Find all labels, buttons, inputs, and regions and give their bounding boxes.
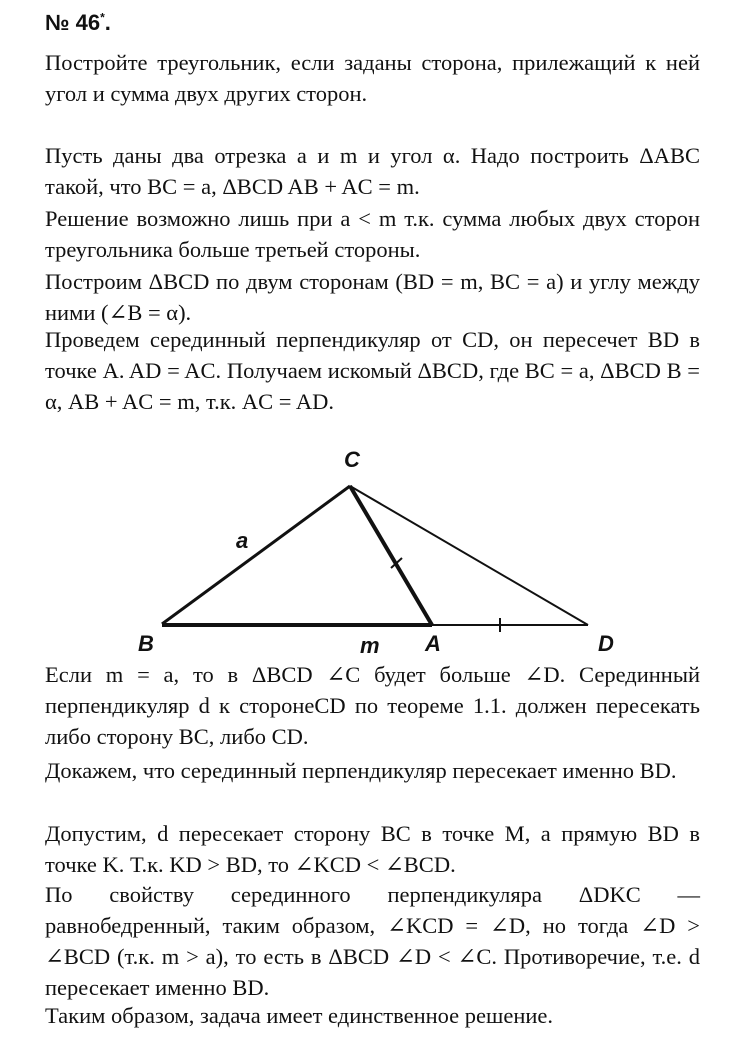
label-a: A bbox=[425, 631, 441, 656]
proof-paragraph-4: По свойству серединного перпендикуляра ΔDKC — равнобедренный, таким образом, ∠KCD = ∠D, но тогда ∠D > ∠BCD (т.к. m > a), то есть в ΔBCD ∠D < ∠C. Противоречие, т.е. d пересекает именно BD. bbox=[45, 882, 700, 1000]
problem-number: № 46*. bbox=[45, 10, 111, 35]
label-c: C bbox=[344, 447, 360, 472]
solution-paragraph-3: Построим ΔBCD по двум сторонам (BD = m, BC = a) и углу между ними (∠B = α). bbox=[45, 269, 700, 325]
side-bc bbox=[162, 486, 350, 624]
side-cd bbox=[350, 486, 588, 625]
proof-paragraph-3: Допустим, d пересекает сторону BC в точке M, а прямую BD в точке K. Т.к. KD > BD, то ∠KCD < ∠BCD. bbox=[45, 821, 700, 877]
problem-statement: Постройте треугольник, если заданы сторона, прилежащий к ней угол и сумма двух других сторон. bbox=[45, 50, 700, 106]
solution-paragraph-4: Проведем серединный перпендикуляр от CD, он пересечет BD в точке A. AD = AC. Получаем искомый ΔBCD, где BC = a, ΔBCD B = α, AB + AC = m, т.к. AC = AD. bbox=[45, 327, 700, 414]
solution-paragraph-2: Решение возможно лишь при a < m т.к. сумма любых двух сторон треугольника больше третьей стороны. bbox=[45, 206, 700, 262]
label-b: B bbox=[138, 631, 154, 656]
label-side-m: m bbox=[360, 633, 380, 658]
proof-paragraph-2: Докажем, что серединный перпендикуляр пересекает именно BD. bbox=[45, 758, 677, 783]
proof-paragraph-1: Если m = a, то в ΔBCD ∠C будет больше ∠D. Серединный перпендикуляр d к сторонеCD по теореме 1.1. должен пересекать либо сторону BC, либо CD. bbox=[45, 662, 700, 749]
label-side-a: a bbox=[236, 528, 249, 553]
triangle-diagram bbox=[0, 440, 730, 665]
proof-conclusion: Таким образом, задача имеет единственное решение. bbox=[45, 1003, 554, 1028]
segment-ac bbox=[350, 486, 432, 625]
solution-paragraph-1: Пусть даны два отрезка a и m и угол α. Надо построить ΔABC такой, что BC = a, ΔBCD AB + AC = m. bbox=[45, 143, 700, 199]
label-d: D bbox=[598, 631, 614, 656]
triangle-svg bbox=[0, 440, 730, 665]
